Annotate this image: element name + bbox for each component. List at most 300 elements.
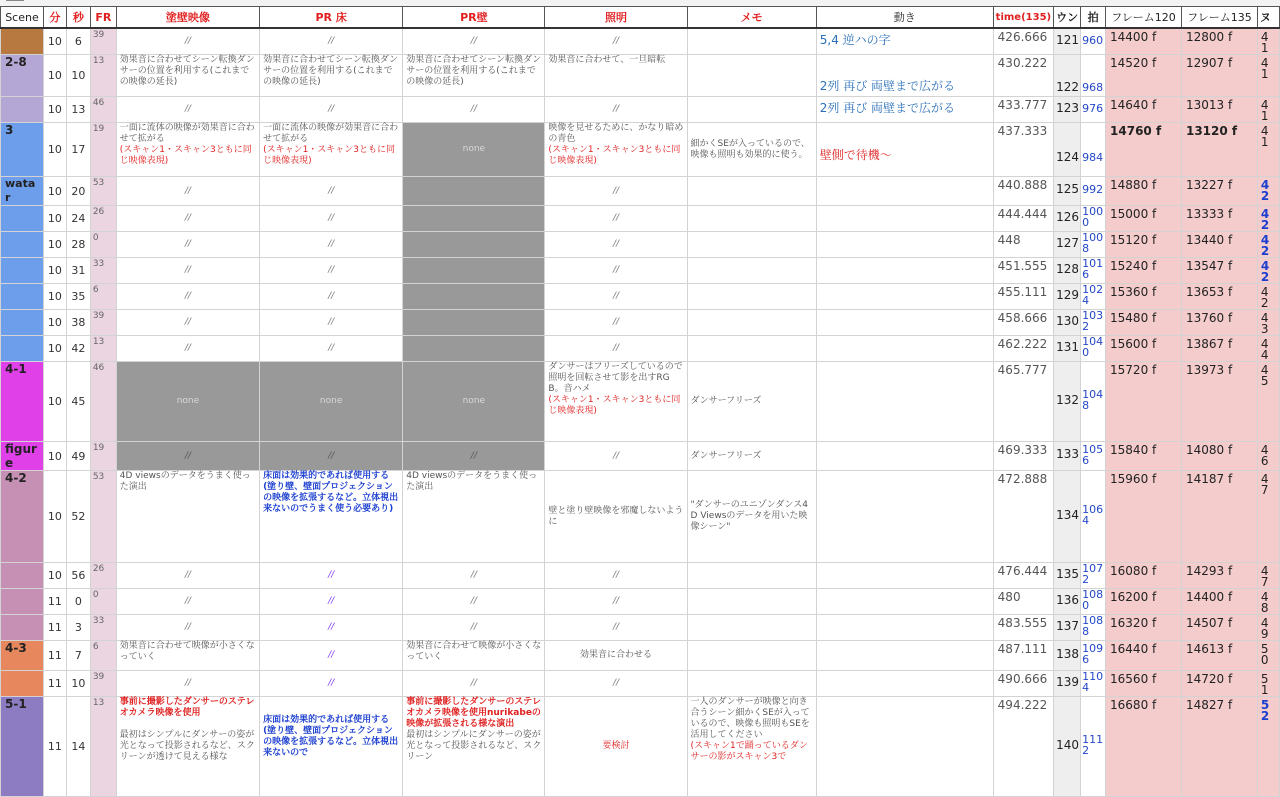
movement-cell[interactable] (816, 641, 993, 671)
memo-cell[interactable] (687, 336, 816, 362)
memo-cell[interactable] (687, 206, 816, 232)
nu-cell[interactable]: 41 (1257, 28, 1279, 55)
scene-cell[interactable] (1, 671, 44, 697)
frame120-cell[interactable]: 16200 f (1106, 589, 1182, 615)
scene-cell[interactable] (1, 28, 44, 55)
second-cell[interactable]: 20 (66, 177, 90, 206)
beat-cell[interactable]: 984 (1081, 123, 1106, 177)
floor-cell[interactable]: // (260, 336, 403, 362)
movement-cell[interactable] (816, 671, 993, 697)
minute-cell[interactable]: 10 (43, 442, 66, 471)
un-cell[interactable]: 131 (1054, 336, 1081, 362)
frame120-cell[interactable]: 15600 f (1106, 336, 1182, 362)
un-cell[interactable]: 135 (1054, 563, 1081, 589)
memo-cell[interactable] (687, 589, 816, 615)
nurikabe-cell[interactable]: 効果音に合わせて映像が小さくなっていく (116, 641, 259, 671)
movement-cell[interactable] (816, 177, 993, 206)
second-cell[interactable]: 14 (66, 697, 90, 797)
lighting-cell[interactable] (545, 362, 687, 442)
minute-cell[interactable]: 11 (43, 697, 66, 797)
movement-cell[interactable] (816, 442, 993, 471)
memo-cell[interactable]: "ダンサーのユニゾンダンス4D Viewsのデータを用いた映像シーン" (687, 471, 816, 563)
second-cell[interactable]: 13 (66, 97, 90, 123)
un-cell[interactable]: 132 (1054, 362, 1081, 442)
memo-cell[interactable] (687, 55, 816, 97)
header-frame135[interactable]: フレーム135 (1181, 7, 1257, 29)
memo-cell[interactable] (687, 28, 816, 55)
second-cell[interactable]: 49 (66, 442, 90, 471)
frame135-cell[interactable]: 14613 f (1181, 641, 1257, 671)
wall-cell[interactable]: none (403, 123, 545, 177)
frame135-cell[interactable]: 14187 f (1181, 471, 1257, 563)
un-cell[interactable]: 126 (1054, 206, 1081, 232)
frame120-cell[interactable]: 15480 f (1106, 310, 1182, 336)
time-cell[interactable]: 462.222 (993, 336, 1053, 362)
floor-cell[interactable]: 効果音に合わせてシーン転換ダンサーの位置を利用する(これまでの映像の延長) (260, 55, 403, 97)
header-un[interactable]: ウン (1054, 7, 1081, 29)
nurikabe-cell[interactable]: // (116, 177, 259, 206)
scene-cell[interactable] (1, 258, 44, 284)
memo-cell[interactable]: ダンサーフリーズ (687, 442, 816, 471)
frame135-cell[interactable]: 12800 f (1181, 28, 1257, 55)
floor-cell[interactable]: 床面は効果的であれば使用する(塗り壁、壁面プロジェクションの映像を拡張するなど。立体視出来ないのでうまく使う必要あり) (260, 471, 403, 563)
beat-cell[interactable]: 960 (1081, 28, 1106, 55)
frame120-cell[interactable]: 14400 f (1106, 28, 1182, 55)
second-cell[interactable]: 45 (66, 362, 90, 442)
un-cell[interactable]: 121 (1054, 28, 1081, 55)
memo-cell[interactable] (687, 615, 816, 641)
nu-cell[interactable]: 42 (1257, 206, 1279, 232)
beat-cell[interactable]: 1112 (1081, 697, 1106, 797)
un-cell[interactable]: 123 (1054, 97, 1081, 123)
frame120-cell[interactable]: 16440 f (1106, 641, 1182, 671)
wall-cell[interactable]: // (403, 442, 545, 471)
wall-cell[interactable] (403, 177, 545, 206)
second-cell[interactable]: 17 (66, 123, 90, 177)
frame135-cell[interactable]: 13973 f (1181, 362, 1257, 442)
movement-cell[interactable] (816, 471, 993, 563)
nurikabe-cell[interactable]: 効果音に合わせてシーン転換ダンサーの位置を利用する(これまでの映像の延長) (116, 55, 259, 97)
floor-cell[interactable]: none (260, 362, 403, 442)
movement-cell[interactable]: 壁側で待機〜 (816, 123, 993, 177)
scene-cell[interactable]: watar (1, 177, 44, 206)
minute-cell[interactable]: 11 (43, 671, 66, 697)
scene-cell[interactable] (1, 615, 44, 641)
frame120-cell[interactable]: 15240 f (1106, 258, 1182, 284)
nu-cell[interactable]: 47 (1257, 471, 1279, 563)
frame135-cell[interactable]: 13440 f (1181, 232, 1257, 258)
header-min[interactable]: 分 (43, 7, 66, 29)
second-cell[interactable]: 24 (66, 206, 90, 232)
memo-cell[interactable] (687, 258, 816, 284)
frame135-cell[interactable]: 13013 f (1181, 97, 1257, 123)
lighting-cell[interactable] (545, 123, 687, 177)
frame135-cell[interactable]: 13333 f (1181, 206, 1257, 232)
second-cell[interactable]: 35 (66, 284, 90, 310)
lighting-cell[interactable]: 効果音に合わせて、一旦暗転 (545, 55, 687, 97)
movement-cell[interactable] (816, 336, 993, 362)
floor-cell[interactable]: // (260, 206, 403, 232)
scene-cell[interactable] (1, 97, 44, 123)
nu-cell[interactable]: 41 (1257, 123, 1279, 177)
nurikabe-cell[interactable]: // (116, 284, 259, 310)
beat-cell[interactable]: 1000 (1081, 206, 1106, 232)
scene-cell[interactable] (1, 232, 44, 258)
un-cell[interactable]: 124 (1054, 123, 1081, 177)
frame135-cell[interactable]: 12907 f (1181, 55, 1257, 97)
nu-cell[interactable]: 47 (1257, 563, 1279, 589)
movement-cell[interactable] (816, 697, 993, 797)
second-cell[interactable]: 31 (66, 258, 90, 284)
minute-cell[interactable]: 10 (43, 336, 66, 362)
beat-cell[interactable]: 1064 (1081, 471, 1106, 563)
floor-cell[interactable]: // (260, 671, 403, 697)
un-cell[interactable]: 140 (1054, 697, 1081, 797)
floor-cell[interactable]: // (260, 442, 403, 471)
frame135-cell[interactable]: 14080 f (1181, 442, 1257, 471)
nu-cell[interactable]: 42 (1257, 258, 1279, 284)
movement-cell[interactable] (816, 258, 993, 284)
scene-cell[interactable]: 2-8 (1, 55, 44, 97)
scene-cell[interactable]: 4-1 (1, 362, 44, 442)
header-movement[interactable]: 動き (816, 7, 993, 29)
nurikabe-cell[interactable]: none (116, 362, 259, 442)
memo-cell[interactable] (687, 697, 816, 797)
second-cell[interactable]: 10 (66, 671, 90, 697)
frame-cell[interactable]: 33 (90, 258, 116, 284)
second-cell[interactable]: 28 (66, 232, 90, 258)
time-cell[interactable]: 444.444 (993, 206, 1053, 232)
time-cell[interactable]: 440.888 (993, 177, 1053, 206)
floor-cell[interactable]: // (260, 563, 403, 589)
minute-cell[interactable]: 10 (43, 206, 66, 232)
frame120-cell[interactable]: 15120 f (1106, 232, 1182, 258)
frame135-cell[interactable]: 14827 f (1181, 697, 1257, 797)
second-cell[interactable]: 38 (66, 310, 90, 336)
minute-cell[interactable]: 10 (43, 97, 66, 123)
un-cell[interactable]: 133 (1054, 442, 1081, 471)
time-cell[interactable]: 451.555 (993, 258, 1053, 284)
lighting-cell[interactable]: // (545, 258, 687, 284)
time-cell[interactable]: 472.888 (993, 471, 1053, 563)
frame-cell[interactable]: 0 (90, 232, 116, 258)
frame120-cell[interactable]: 15000 f (1106, 206, 1182, 232)
frame135-cell[interactable]: 13867 f (1181, 336, 1257, 362)
floor-cell[interactable]: // (260, 97, 403, 123)
frame-cell[interactable]: 19 (90, 123, 116, 177)
nurikabe-cell[interactable]: // (116, 310, 259, 336)
nurikabe-cell[interactable]: // (116, 563, 259, 589)
floor-cell[interactable]: // (260, 589, 403, 615)
lighting-cell[interactable]: // (545, 442, 687, 471)
beat-cell[interactable]: 1104 (1081, 671, 1106, 697)
movement-cell[interactable] (816, 232, 993, 258)
minute-cell[interactable]: 10 (43, 55, 66, 97)
header-nu[interactable]: ヌ (1257, 7, 1279, 29)
scene-cell[interactable] (1, 336, 44, 362)
frame-cell[interactable]: 53 (90, 177, 116, 206)
nurikabe-cell[interactable]: // (116, 671, 259, 697)
frame120-cell[interactable]: 15840 f (1106, 442, 1182, 471)
minute-cell[interactable]: 11 (43, 615, 66, 641)
un-cell[interactable]: 127 (1054, 232, 1081, 258)
header-nurikabe[interactable]: 塗壁映像 (116, 7, 259, 29)
minute-cell[interactable]: 11 (43, 641, 66, 671)
nu-cell[interactable]: 52 (1257, 697, 1279, 797)
beat-cell[interactable]: 1088 (1081, 615, 1106, 641)
beat-cell[interactable]: 1056 (1081, 442, 1106, 471)
frame120-cell[interactable]: 14880 f (1106, 177, 1182, 206)
movement-cell[interactable] (816, 206, 993, 232)
nu-cell[interactable]: 45 (1257, 362, 1279, 442)
header-scene[interactable]: Scene (1, 7, 44, 29)
movement-cell[interactable] (816, 589, 993, 615)
lighting-cell[interactable]: 効果音に合わせる (545, 641, 687, 671)
frame120-cell[interactable]: 14640 f (1106, 97, 1182, 123)
un-cell[interactable]: 138 (1054, 641, 1081, 671)
time-cell[interactable]: 433.777 (993, 97, 1053, 123)
wall-cell[interactable]: // (403, 589, 545, 615)
frame120-cell[interactable]: 16080 f (1106, 563, 1182, 589)
movement-cell[interactable] (816, 362, 993, 442)
nu-cell[interactable]: 44 (1257, 336, 1279, 362)
movement-cell[interactable] (816, 615, 993, 641)
lighting-cell[interactable]: // (545, 589, 687, 615)
frame135-cell[interactable]: 13653 f (1181, 284, 1257, 310)
frame135-cell[interactable]: 13760 f (1181, 310, 1257, 336)
beat-cell[interactable]: 1096 (1081, 641, 1106, 671)
beat-cell[interactable]: 1040 (1081, 336, 1106, 362)
nurikabe-cell[interactable]: // (116, 589, 259, 615)
second-cell[interactable]: 52 (66, 471, 90, 563)
nu-cell[interactable]: 48 (1257, 589, 1279, 615)
minute-cell[interactable]: 10 (43, 362, 66, 442)
movement-cell[interactable] (816, 563, 993, 589)
time-cell[interactable]: 483.555 (993, 615, 1053, 641)
frame120-cell[interactable]: 16320 f (1106, 615, 1182, 641)
time-cell[interactable]: 458.666 (993, 310, 1053, 336)
movement-cell[interactable] (816, 284, 993, 310)
scene-cell[interactable]: 4-3 (1, 641, 44, 671)
un-cell[interactable]: 129 (1054, 284, 1081, 310)
frame-cell[interactable]: 13 (90, 697, 116, 797)
nurikabe-cell[interactable]: // (116, 258, 259, 284)
nurikabe-cell[interactable]: // (116, 97, 259, 123)
lighting-cell[interactable]: // (545, 310, 687, 336)
nu-cell[interactable]: 42 (1257, 232, 1279, 258)
un-cell[interactable]: 122 (1054, 55, 1081, 97)
frame-cell[interactable]: 39 (90, 671, 116, 697)
nurikabe-cell[interactable]: // (116, 336, 259, 362)
beat-cell[interactable]: 1048 (1081, 362, 1106, 442)
frame120-cell[interactable]: 14760 f (1106, 123, 1182, 177)
floor-cell[interactable]: // (260, 28, 403, 55)
lighting-cell[interactable]: // (545, 284, 687, 310)
movement-cell[interactable]: 5,4 逆ハの字 (816, 28, 993, 55)
frame135-cell[interactable]: 14720 f (1181, 671, 1257, 697)
scene-cell[interactable]: 4-2 (1, 471, 44, 563)
frame120-cell[interactable]: 16560 f (1106, 671, 1182, 697)
frame-cell[interactable]: 33 (90, 615, 116, 641)
lighting-cell[interactable]: 壁と塗り壁映像を邪魔しないように (545, 471, 687, 563)
memo-cell[interactable] (687, 310, 816, 336)
beat-cell[interactable]: 976 (1081, 97, 1106, 123)
scene-cell[interactable]: figure (1, 442, 44, 471)
frame135-cell[interactable]: 13227 f (1181, 177, 1257, 206)
second-cell[interactable]: 7 (66, 641, 90, 671)
header-pr-wall[interactable]: PR壁 (403, 7, 545, 29)
minute-cell[interactable]: 11 (43, 589, 66, 615)
memo-cell[interactable]: 細かくSEが入っているので、映像も照明も効果的に使う。 (687, 123, 816, 177)
floor-cell[interactable]: 床面は効果的であれば使用する(塗り壁、壁面プロジェクションの映像を拡張するなど。立体視出来ないので (260, 697, 403, 797)
nurikabe-cell[interactable]: // (116, 615, 259, 641)
frame120-cell[interactable]: 15960 f (1106, 471, 1182, 563)
wall-cell[interactable] (403, 206, 545, 232)
frame120-cell[interactable]: 16680 f (1106, 697, 1182, 797)
header-lighting[interactable]: 照明 (545, 7, 687, 29)
wall-cell[interactable] (403, 258, 545, 284)
header-fr[interactable]: FR (90, 7, 116, 29)
scene-cell[interactable]: 5-1 (1, 697, 44, 797)
wall-cell[interactable]: 効果音に合わせて映像が小さくなっていく (403, 641, 545, 671)
lighting-cell[interactable]: // (545, 206, 687, 232)
beat-cell[interactable]: 1032 (1081, 310, 1106, 336)
beat-cell[interactable]: 1080 (1081, 589, 1106, 615)
wall-cell[interactable]: 4D viewsのデータをうまく使った演出 (403, 471, 545, 563)
time-cell[interactable]: 455.111 (993, 284, 1053, 310)
beat-cell[interactable]: 1016 (1081, 258, 1106, 284)
header-time[interactable]: time(135) (993, 7, 1053, 29)
lighting-cell[interactable]: // (545, 615, 687, 641)
time-cell[interactable]: 448 (993, 232, 1053, 258)
beat-cell[interactable]: 1072 (1081, 563, 1106, 589)
minute-cell[interactable]: 10 (43, 28, 66, 55)
minute-cell[interactable]: 10 (43, 123, 66, 177)
wall-cell[interactable] (403, 336, 545, 362)
lighting-cell[interactable]: // (545, 671, 687, 697)
wall-cell[interactable]: // (403, 97, 545, 123)
lighting-cell[interactable] (545, 697, 687, 797)
second-cell[interactable]: 3 (66, 615, 90, 641)
second-cell[interactable]: 10 (66, 55, 90, 97)
floor-cell[interactable] (260, 123, 403, 177)
minute-cell[interactable]: 10 (43, 177, 66, 206)
second-cell[interactable]: 42 (66, 336, 90, 362)
time-cell[interactable]: 465.777 (993, 362, 1053, 442)
un-cell[interactable]: 137 (1054, 615, 1081, 641)
movement-cell[interactable]: 2列 再び 両壁まで広がる (816, 55, 993, 97)
lighting-cell[interactable]: // (545, 97, 687, 123)
nurikabe-cell[interactable]: // (116, 28, 259, 55)
nurikabe-cell[interactable]: 4D viewsのデータをうまく使った演出 (116, 471, 259, 563)
nurikabe-cell[interactable] (116, 697, 259, 797)
time-cell[interactable]: 426.666 (993, 28, 1053, 55)
time-cell[interactable]: 487.111 (993, 641, 1053, 671)
header-beat[interactable]: 拍 (1081, 7, 1106, 29)
time-cell[interactable]: 494.222 (993, 697, 1053, 797)
time-cell[interactable]: 480 (993, 589, 1053, 615)
nurikabe-cell[interactable]: // (116, 442, 259, 471)
minute-cell[interactable]: 10 (43, 284, 66, 310)
un-cell[interactable]: 128 (1054, 258, 1081, 284)
wall-cell[interactable] (403, 284, 545, 310)
frame135-cell[interactable]: 14400 f (1181, 589, 1257, 615)
minute-cell[interactable]: 10 (43, 310, 66, 336)
movement-cell[interactable]: 2列 再び 両壁まで広がる (816, 97, 993, 123)
wall-cell[interactable]: // (403, 563, 545, 589)
wall-cell[interactable] (403, 232, 545, 258)
minute-cell[interactable]: 10 (43, 471, 66, 563)
wall-cell[interactable]: 効果音に合わせてシーン転換ダンサーの位置を利用する(これまでの映像の延長) (403, 55, 545, 97)
movement-cell[interactable] (816, 310, 993, 336)
minute-cell[interactable]: 10 (43, 563, 66, 589)
scene-cell[interactable] (1, 284, 44, 310)
frame-cell[interactable]: 6 (90, 641, 116, 671)
un-cell[interactable]: 139 (1054, 671, 1081, 697)
frame120-cell[interactable]: 15360 f (1106, 284, 1182, 310)
frame-cell[interactable]: 0 (90, 589, 116, 615)
nu-cell[interactable]: 42 (1257, 284, 1279, 310)
frame-cell[interactable]: 39 (90, 310, 116, 336)
second-cell[interactable]: 56 (66, 563, 90, 589)
second-cell[interactable]: 6 (66, 28, 90, 55)
wall-cell[interactable] (403, 310, 545, 336)
nu-cell[interactable]: 51 (1257, 671, 1279, 697)
frame-cell[interactable]: 39 (90, 28, 116, 55)
lighting-cell[interactable]: // (545, 232, 687, 258)
wall-cell[interactable]: none (403, 362, 545, 442)
memo-cell[interactable] (687, 177, 816, 206)
frame-cell[interactable]: 19 (90, 442, 116, 471)
beat-cell[interactable]: 992 (1081, 177, 1106, 206)
header-pr-floor[interactable]: PR 床 (260, 7, 403, 29)
frame120-cell[interactable]: 15720 f (1106, 362, 1182, 442)
time-cell[interactable]: 469.333 (993, 442, 1053, 471)
time-cell[interactable]: 490.666 (993, 671, 1053, 697)
header-frame120[interactable]: フレーム120 (1106, 7, 1182, 29)
frame-cell[interactable]: 53 (90, 471, 116, 563)
nurikabe-cell[interactable] (116, 123, 259, 177)
frame135-cell[interactable]: 13547 f (1181, 258, 1257, 284)
floor-cell[interactable]: // (260, 284, 403, 310)
nurikabe-cell[interactable]: // (116, 206, 259, 232)
nu-cell[interactable]: 41 (1257, 97, 1279, 123)
frame135-cell[interactable]: 14293 f (1181, 563, 1257, 589)
floor-cell[interactable]: // (260, 310, 403, 336)
frame-cell[interactable]: 13 (90, 55, 116, 97)
frame-cell[interactable]: 46 (90, 362, 116, 442)
beat-cell[interactable]: 1024 (1081, 284, 1106, 310)
frame-cell[interactable]: 46 (90, 97, 116, 123)
lighting-cell[interactable]: // (545, 336, 687, 362)
nu-cell[interactable]: 41 (1257, 55, 1279, 97)
memo-cell[interactable] (687, 671, 816, 697)
un-cell[interactable]: 130 (1054, 310, 1081, 336)
header-sec[interactable]: 秒 (66, 7, 90, 29)
floor-cell[interactable]: // (260, 177, 403, 206)
memo-cell[interactable]: ダンサーフリーズ (687, 362, 816, 442)
time-cell[interactable]: 430.222 (993, 55, 1053, 97)
scene-cell[interactable] (1, 310, 44, 336)
nurikabe-cell[interactable]: // (116, 232, 259, 258)
floor-cell[interactable]: // (260, 232, 403, 258)
wall-cell[interactable] (403, 697, 545, 797)
beat-cell[interactable]: 968 (1081, 55, 1106, 97)
time-cell[interactable]: 437.333 (993, 123, 1053, 177)
nu-cell[interactable]: 43 (1257, 310, 1279, 336)
wall-cell[interactable]: // (403, 671, 545, 697)
minute-cell[interactable]: 10 (43, 258, 66, 284)
